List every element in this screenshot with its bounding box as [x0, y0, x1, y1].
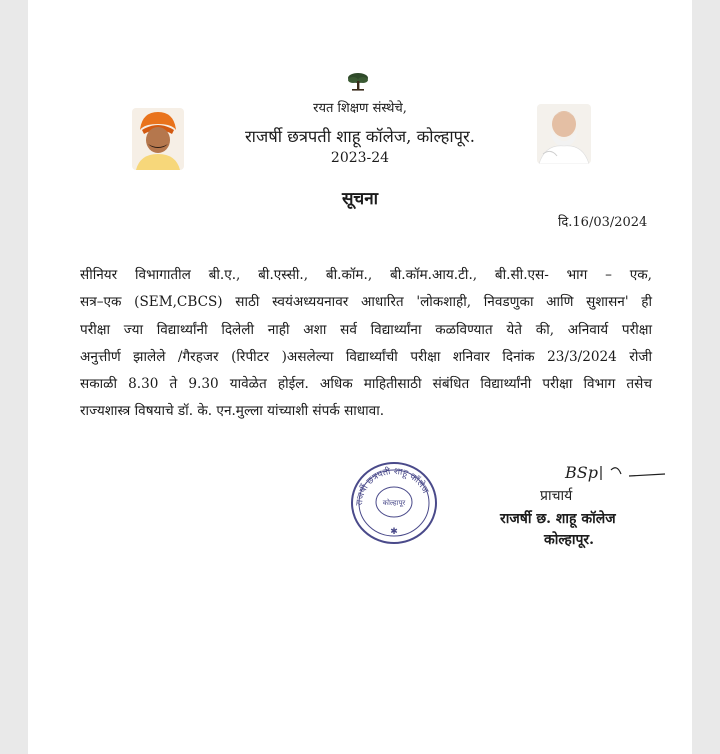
organization-name: रयत शिक्षण संस्थेचे,: [313, 101, 407, 116]
body-line: सकाळी 8.30 ते 9.30 यावेळेत होईल. अधिक माहितीसाठी संबंधित विद्यार्थ्यांनी परीक्षा विभाग तसेच: [80, 376, 652, 393]
svg-text:✱: ✱: [390, 527, 398, 537]
principal-signature: [561, 460, 671, 484]
tree-logo-icon: [346, 72, 370, 92]
college-name: राजर्षी छत्रपती शाहू कॉलेज, कोल्हापूर.: [244, 127, 476, 146]
signatory-college: राजर्षी छ. शाहू कॉलेज: [500, 511, 616, 527]
college-seal-stamp: [348, 458, 440, 548]
principal-title: प्राचार्य: [540, 488, 573, 504]
notice-body: [80, 262, 652, 426]
notice-title: सूचना: [341, 189, 379, 209]
signatory-city: कोल्हापूर.: [544, 532, 595, 548]
seal-inner-text: कोल्हापूर: [382, 499, 406, 507]
body-line: अनुत्तीर्ण झालेले /गैरहजर (रिपीटर )असलेल्या विद्यार्थ्यांची परीक्षा शनिवार दिनांक 23/3/2024 रोजी: [80, 348, 652, 365]
body-line: परीक्षा ज्या विद्यार्थ्यांनी दिलेली नाही अशा सर्व विद्यार्थ्यांना कळविण्यात येते की, अनिवार्य परीक्षा: [80, 321, 652, 338]
seal-outer-text: राजर्षी छत्रपती शाहू कॉलेज: [354, 466, 430, 507]
body-line: सीनियर विभागातील बी.ए., बी.एस्सी., बी.कॉम., बी.कॉम.आय.टी., बी.सी.एस- भाग – एक,: [80, 267, 652, 283]
academic-year: 2023-24: [330, 150, 390, 166]
body-line: राज्यशास्त्र विषयाचे डॉ. के. एन.मुल्ला यांच्याशी संपर्क साधावा.: [80, 403, 385, 420]
notice-date: दि.16/03/2024: [558, 215, 648, 230]
notice-document: [28, 0, 692, 754]
signature-scribble: BSp: [565, 463, 598, 482]
body-line: सत्र–एक (SEM,CBCS) साठी स्वयंअध्ययनावर आधारित 'लोकशाही, निवडणुका आणि सुशासन' ही: [80, 294, 652, 311]
